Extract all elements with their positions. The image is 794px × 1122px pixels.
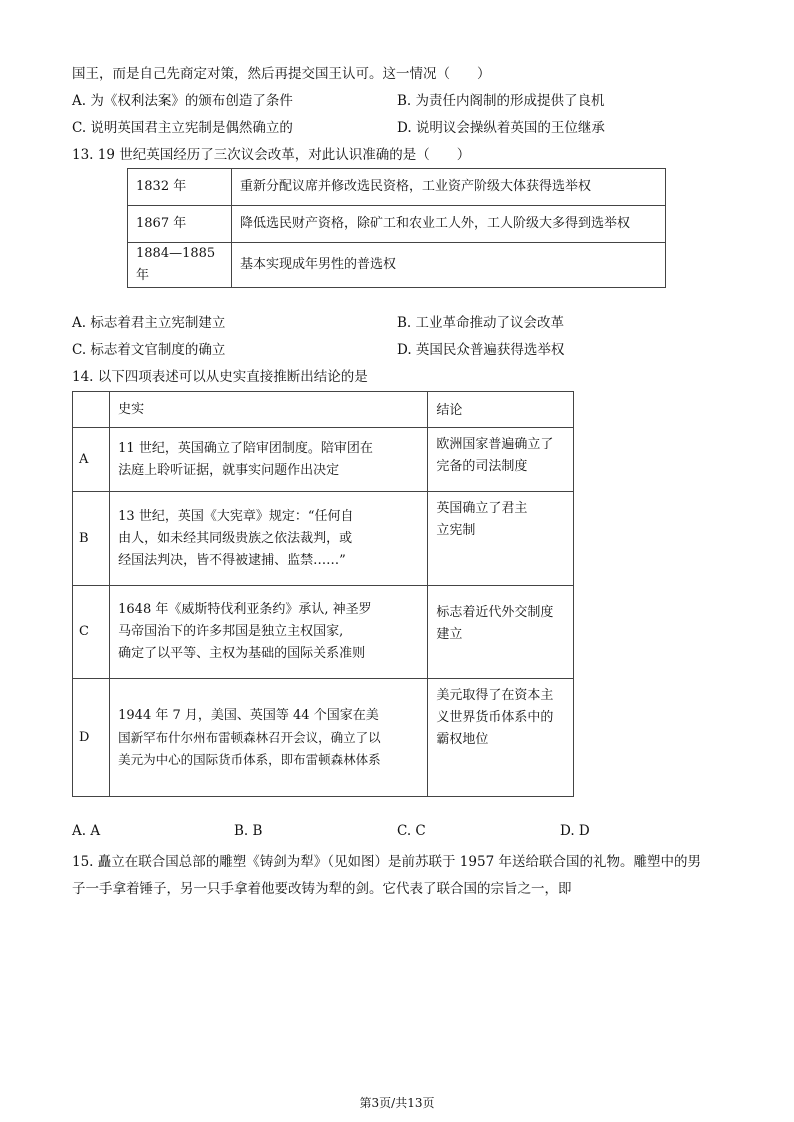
table-row [128, 206, 666, 243]
conclusion-line: 霸权地位 [436, 732, 489, 747]
fact-line: 国新罕布什尔州布雷顿森林召开会议，确立了以 [118, 729, 381, 745]
q12-option-a: A. 为《权利法案》的颁布创造了条件 [72, 93, 293, 109]
q13-year-cell: 1832 年 [128, 169, 232, 206]
q13-desc-cell: 重新分配议席并修改选民资格，工业资产阶级大体获得选举权 [232, 169, 666, 206]
q14-row-key: B [73, 492, 110, 586]
q14-option-b: B. B [234, 823, 263, 839]
fact-line: 确定了以平等、主权为基础的国际关系准则 [118, 646, 366, 661]
q13-option-b: B. 工业革命推动了议会改革 [397, 315, 565, 331]
conclusion-line: 完备的司法制度 [436, 459, 528, 474]
q15-stem-line-2: 子一手拿着锤子，另一只手拿着他要改铸为犁的剑。它代表了联合国的宗旨之一，即 [72, 881, 572, 897]
q13-option-c: C. 标志着文官制度的确立 [72, 342, 226, 358]
fact-line: 经国法判决，皆不得被逮捕、监禁……” [118, 552, 346, 568]
q13-option-a: A. 标志着君主立宪制建立 [72, 315, 226, 331]
table-header-row [73, 392, 574, 428]
table-row [73, 492, 574, 586]
page-number: 第3页/共13页 [359, 1096, 435, 1110]
fact-line: 13 世纪，英国《大宪章》规定：“任何自 [118, 508, 354, 524]
table-row [73, 428, 574, 492]
q14-row-fact [110, 679, 428, 797]
q14-option-a: A. A [72, 823, 101, 839]
table-row [73, 679, 574, 797]
fact-line: 由人，如未经其同级贵族之依法裁判，或 [118, 530, 353, 546]
conclusion-line: 义世界货币体系中的 [436, 710, 554, 725]
table-row [128, 243, 666, 288]
q14-row-key: A [73, 428, 110, 492]
q14-row-key: C [73, 586, 110, 679]
q14-row-fact [110, 492, 428, 586]
q14-row-conclusion [428, 428, 574, 492]
q13-year-cell: 1867 年 [128, 206, 232, 243]
q15-stem-line-1: 15. 矗立在联合国总部的雕塑《铸剑为犁》（见如图）是前苏联于 1957 年送给联合国的礼物。雕塑中的男 [72, 854, 701, 870]
fact-line: 美元为中心的国际货币体系，即布雷顿森林体系 [118, 751, 381, 767]
q14-row-key: D [73, 679, 110, 797]
q13-stem: 13. 19 世纪英国经历了三次议会改革，对此认识准确的是（ ） [72, 147, 471, 163]
q13-table [127, 168, 666, 288]
q14-header-conclusion: 结论 [428, 392, 574, 428]
q13-desc-cell: 降低选民财产资格，除矿工和农业工人外，工人阶级大多得到选举权 [232, 206, 666, 243]
q14-row-conclusion [428, 492, 574, 586]
conclusion-line: 英国确立了君主 [436, 501, 528, 516]
conclusion-line: 美元取得了在资本主 [436, 688, 554, 703]
fact-line: 11 世纪，英国确立了陪审团制度。陪审团在 [118, 440, 373, 456]
q14-row-conclusion [428, 586, 574, 679]
conclusion-line: 欧洲国家普遍确立了 [436, 437, 554, 452]
q12-option-d: D. 说明议会操纵着英国的王位继承 [397, 120, 605, 136]
q14-header-key [73, 392, 110, 428]
q14-header-fact: 史实 [110, 392, 428, 428]
q14-option-c: C. C [397, 823, 426, 839]
fact-line: 1648 年《威斯特伐利亚条约》承认, 神圣罗 [118, 602, 372, 617]
fact-line: 马帝国治下的许多邦国是独立主权国家, [118, 624, 344, 639]
fact-line: 法庭上聆听证据，就事实问题作出决定 [118, 462, 340, 478]
conclusion-line: 立宪制 [436, 523, 476, 538]
conclusion-line: 标志着近代外交制度 [436, 605, 554, 620]
q12-stem-tail: 国王，而是自己先商定对策，然后再提交国王认可。这一情况（ ） [72, 66, 491, 82]
q12-option-c: C. 说明英国君主立宪制是偶然确立的 [72, 120, 293, 136]
q14-stem: 14. 以下四项表述可以从史实直接推断出结论的是 [72, 369, 368, 385]
q14-table [72, 391, 574, 797]
table-row [128, 169, 666, 206]
q13-option-d: D. 英国民众普遍获得选举权 [397, 342, 565, 358]
q14-option-d: D. D [560, 823, 590, 839]
q13-desc-cell: 基本实现成年男性的普选权 [232, 243, 666, 288]
q14-row-conclusion [428, 679, 574, 797]
fact-line: 1944 年 7 月，美国、英国等 44 个国家在美 [118, 707, 379, 723]
q14-row-fact [110, 428, 428, 492]
q13-year-cell: 1884—1885 年 [128, 243, 232, 288]
q12-option-b: B. 为责任内阁制的形成提供了良机 [397, 93, 605, 109]
q14-row-fact [110, 586, 428, 679]
conclusion-line: 建立 [436, 627, 463, 642]
table-row [73, 586, 574, 679]
